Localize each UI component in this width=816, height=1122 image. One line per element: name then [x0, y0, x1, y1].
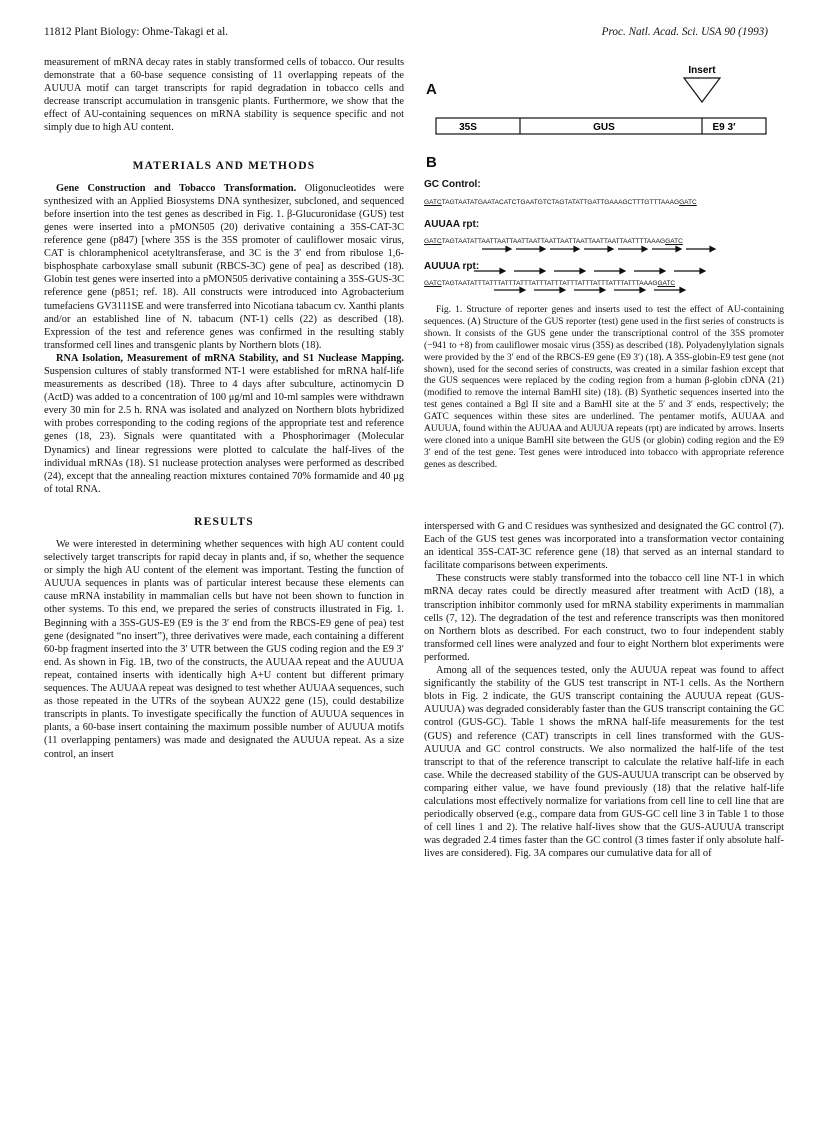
motif-arrowhead [642, 247, 647, 252]
auuua-repeat-label: AUUUA rpt: [424, 261, 480, 272]
results-paragraph: We were interested in determining whether sequences with high AU content could selectively target transcripts for rapid decay in plants and, if so, whether the sequence or simply the high AU content of the element was important. Testing the function of AUUUA sequences in plants was of particular interest because these elements can cause mRNA instability in mammalian cells but have not been shown to function in other systems. To this end, we prepared the series of constructs illustrated in Fig. 1. Beginning with a 35S-GUS-E9 (E9 is the 3′ end from the RBCS-E9 gene of pea) test gene (designated “no insert”), three derivatives were made, each containing a different 60-bp fragment inserted into the 3′ UTR between the GUS coding region and the E9 3′ end. As shown in Fig. 1B, two of the constructs, the AUUAA repeat and the AUUUA repeat, contained inserts with identically high A+U content but different primary sequences. The AUUAA repeat was designed to test whether AUUAA sequences, such as those repeated in the UTRs of the soybean AUX22 gene (15), could destabilize transcripts in plants. To investigate specifically the function of AUUUA sequences in plants, a 60-base insert containing the maximum possible number of AUUUA motifs (11 overlapping pentamers) was made and designated the AUUUA repeat. As a size control, an insert [44, 539, 404, 760]
gus-label: GUS [593, 122, 615, 133]
promoter-35s-label: 35S [459, 122, 477, 133]
motif-arrowhead [710, 247, 715, 252]
motif-arrowhead [640, 288, 645, 293]
insert-triangle [684, 78, 720, 102]
methods-heading: MATERIALS AND METHODS [132, 159, 316, 172]
motif-arrowhead [580, 269, 585, 274]
motif-arrowhead [540, 269, 545, 274]
motif-arrowhead [574, 247, 579, 252]
rna-isolation-text: Suspension cultures of stably transformed NT-1 were established for mRNA half-life measurements as described (18). Three to 4 days after subculture, actinomycin D (ActD) was added to a concentration of 100 μg/ml and 10-ml samples were withdrawn every 30 min for 2.5 h. RNA was isolated and analyzed on Northern blots hybridized with probes corresponding to the coding regions of the appropriate test and reference genes (18, 23). Signals were quantitated with a Phosphorimager (Molecular Dynamics) and linear regressions were plotted to calculate the half-lives of the individual mRNAs (18). S1 nuclease protection analyses were performed as described (24), except that the annealing reaction mixtures contained 70% formamide and 40 μg of total RNA. [44, 365, 404, 495]
motif-arrowhead [520, 288, 525, 293]
panel-b-label: B [426, 154, 437, 171]
gc-control-label: GC Control: [424, 179, 481, 190]
motif-arrowhead [660, 269, 665, 274]
gene-construction-heading: Gene Construction and Tobacco Transformation. [56, 182, 297, 194]
motif-arrowhead [600, 288, 605, 293]
rna-isolation-heading: RNA Isolation, Measurement of mRNA Stability, and S1 Nuclease Mapping. [56, 352, 404, 364]
auuaa-repeat-sequence: GATCTAGTAATATTAATTAATTAATTAATTAATTAATTAATTAATTAATTAATTTTAAAGGATC [424, 238, 683, 245]
rna-isolation-paragraph [44, 352, 404, 496]
panel-a-label: A [426, 81, 437, 98]
auuua-motif-arrows-top [424, 265, 784, 277]
gene-construction-text: Oligonucleotides were synthesized with an Applied Biosystems DNA synthesizer, subcloned, and sequenced before insertion into the test genes as described in Fig. 1. β-Glucuronidase (GUS) test genes were inserted into a pMON505 (20) derivative containing a 35S-CAT-3C reference gene (p847) [where 35S is the 35S promoter of cauliflower mosaic virus, CAT is chloramphenicol acetyltransferase, and 3C is the 3′ end from ribulose 1,6-bisphosphate carboxylase small subunit (RBCS-3C) gene of pea] as described (18). Globin test genes were inserted into a pMON505 derivative containing a 35S-GUS-3C reference gene (p851; ref. 18). All constructs were introduced into Agrobacterium tumefaciens GV3111SE and were transferred into Nicotiana tabacum cv. Xanthi plants and/or an established line of N. tabacum (NT-1) cells (22) as described (18). Expression of the test and reference genes was confirmed in the resulting stably transformed cell lines and transgenic plants by Northern blots (18). [44, 182, 404, 351]
figure-1 [424, 56, 784, 508]
motif-arrowhead [608, 247, 613, 252]
left-column [44, 56, 404, 761]
right-paragraph-3: Among all of the sequences tested, only the AUUUA repeat was found to affect significantly the stability of the GUS test transcript in NT-1 cells. As the Northern blots in Fig. 2 indicate, the GUS transcript containing the AUUUA repeat (GUS-AUUUA) was degraded considerably faster than the GUS transcript containing the GC control (GUS-GC). Table 1 shows the mRNA half-life measurements for the test (GUS) and reference (CAT) transcripts in cell lines transformed with the GUS-AUUUA and GC control constructs. We also normalized the half-life of the test transcript to that of the reference transcript to calculate the relative half-life in each case. While the decreased stability of the GUS-AUUUA transcript can be observed by comparing either value, we have found previously (18) that the relative half-life calculations most effectively normalize for variations from cell line to cell line that are periodically observed (e.g., compare data from GUS-GC cell line 3 in Table 1 to those of cell lines 1 and 2). The relative half-lives show that the GUS-AUUUA transcript was degraded 2.4 times faster than the GC control (3 times faster if only absolute half-lives are considered). Fig. 3A compares our cumulative data for all of [424, 665, 784, 860]
auuua-repeat-sequence: GATCTAGTAATATTTATTTATTTATTTATTTATTTATTTATTTATTTATTTATTTAAAGGATC [424, 280, 676, 287]
e9-label: E9 3′ [712, 122, 736, 133]
auuaa-repeat-label: AUUAA rpt: [424, 219, 480, 230]
right-paragraph-2: These constructs were stably transformed into the tobacco cell line NT-1 in which mRNA decay rates could be directly measured after treatment with ActD (18), a transcription inhibitor commonly used for mRNA stability experiments in mammalian cells (7, 12). The degradation of the test and reference transcripts was then monitored on Northern blots as described. For each construct, two to four independent stably transformed cell lines were analyzed and four to eight Northern blot experiments were performed. [424, 573, 784, 663]
auuaa-motif-arrows [424, 243, 784, 257]
motif-arrowhead [676, 247, 681, 252]
motif-arrowhead [680, 288, 685, 293]
running-header-left: 11812 Plant Biology: Ohme-Takagi et al. [44, 26, 228, 38]
motif-arrowhead [540, 247, 545, 252]
motif-arrowhead [700, 269, 705, 274]
right-column [424, 56, 784, 860]
gc-control-sequence: GATCTAGTAATATGAATACATCTGAATGTCTAGTATATTGATTGAAAGCTTTGTTTAAAGGATC [424, 199, 697, 206]
motif-arrowhead [500, 269, 505, 274]
right-paragraph-1: interspersed with G and C residues was synthesized and designated the GC control (7). Each of the GUS test genes was incorporated into a transformation vector containing an identical 35S-CAT-3C reference gene (18) that served as an internal standard to facilitate comparisons between experiments. [424, 521, 784, 572]
figure-caption: Fig. 1. Structure of reporter genes and inserts used to test the effect of AU-containing sequences. (A) Structure of the GUS reporter (test) gene used in the first series of constructs is shown. It consists of the GUS gene under the transcriptional control of the 35S promoter (−941 to +8) from cauliflower mosaic virus (35S) as described (18). Polyadenylylation signals were provided by the 3′ end of the RBCS-E9 gene (E9 3′) (18). A 35S-globin-E9 test gene (not shown), used for the second series of constructs, was created in a similar fashion except that the GUS sequences were replaced by the coding region from a human β-globin cDNA (21) (modified to remove the internal BamHI site) (18). (B) Synthetic sequences inserted into the test genes contained a Bgl II site and a BamHI site at the 5′ and 3′ ends, respectively; the GATC sequences within these sites are underlined. The pentamer motifs, AUUAA and AUUUA, found within the AUUAA and AUUUA repeats (rpt) are indicated by arrows. Inserts were cloned into a unique BamHI site between the GUS (or globin) coding region and the E9 3′ end of the test gene. Test genes were introduced into tobacco with appropriate reference genes as described. [424, 305, 784, 470]
motif-arrowhead [620, 269, 625, 274]
gene-construction-paragraph [44, 182, 404, 352]
gene-diagram [424, 56, 784, 146]
running-header-right: Proc. Natl. Acad. Sci. USA 90 (1993) [601, 26, 768, 38]
intro-paragraph: measurement of mRNA decay rates in stably transformed cells of tobacco. Our results demonstrate that a 60-base sequence consisting of 11 overlapping repeats of the AUUUA motif can target transcripts for rapid degradation in tobacco cells and decrease transcript accumulation in transgenic plants. Furthermore, we show that the effect of AU-containing sequences on mRNA stability is sequence specific and not simply due to high AU content. [44, 57, 404, 134]
motif-arrowhead [506, 247, 511, 252]
insert-label: Insert [688, 65, 716, 76]
auuua-motif-arrows-bottom [424, 285, 784, 297]
results-heading: RESULTS [194, 515, 254, 528]
motif-arrowhead [560, 288, 565, 293]
